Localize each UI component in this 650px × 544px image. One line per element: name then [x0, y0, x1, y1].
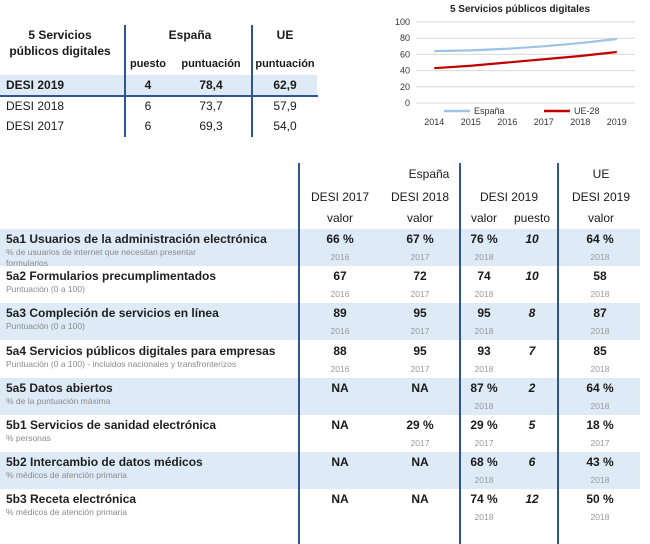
- desi2018-value: NA: [411, 455, 429, 469]
- table-row: [0, 489, 640, 526]
- summary-divider: [251, 25, 253, 137]
- eu-year: 2018: [590, 252, 610, 262]
- row-subtitle: % médicos de atención primaria: [6, 507, 127, 517]
- x-tick-label: 2015: [460, 117, 481, 127]
- eu-desi2019-value: 64 %: [586, 232, 614, 246]
- eu-year: 2018: [590, 364, 610, 374]
- summary-col-rank: puesto: [129, 58, 167, 70]
- series-line-spain: [434, 39, 617, 51]
- legend-label: España: [474, 106, 505, 116]
- row-subtitle: Puntuación (0 a 100): [6, 321, 85, 331]
- desi2017-year: 2016: [330, 289, 350, 299]
- table-row: [0, 415, 640, 452]
- desi2017-value: NA: [331, 492, 349, 506]
- summary-title-line1: 5 Servicios: [28, 28, 92, 42]
- desi2018-value: 29 %: [406, 418, 434, 432]
- desi2019-rank: 2: [528, 381, 536, 395]
- desi2018-value: 72: [413, 269, 427, 283]
- y-tick-label: 60: [399, 49, 410, 60]
- table-row: [0, 341, 640, 378]
- desi2018-year: 2017: [410, 289, 430, 299]
- desi2019-year: 2018: [474, 475, 494, 485]
- row-name: 5a3 Compleción de servicios en línea: [6, 306, 219, 320]
- summary-row-score: 69,3: [199, 119, 223, 133]
- row-subtitle: Puntuación (0 a 100): [6, 284, 85, 294]
- summary-row-score: 78,4: [199, 78, 223, 92]
- desi2019-year: 2018: [474, 326, 494, 336]
- summary-eu-header: UE: [276, 28, 294, 42]
- summary-row-rank: 4: [144, 78, 152, 92]
- table-row: [0, 266, 640, 303]
- summary-divider: [124, 25, 126, 137]
- col-desi2017: DESI 2017: [310, 190, 370, 204]
- desi2017-value: 88: [333, 344, 347, 358]
- spain-header: España: [408, 167, 450, 181]
- eu-desi2019-value: 43 %: [586, 455, 614, 469]
- col-eu-desi2019: DESI 2019: [571, 190, 631, 204]
- desi2019-value: 74 %: [470, 492, 498, 506]
- summary-row-eu: 54,0: [273, 119, 297, 133]
- eu-desi2019-value: 85: [593, 344, 607, 358]
- desi2018-year: 2017: [410, 252, 430, 262]
- row-name: 5a4 Servicios públicos digitales para empresas: [6, 344, 276, 358]
- desi2018-year: 2017: [410, 438, 430, 448]
- row-name: 5a2 Formularios precumplimentados: [6, 269, 217, 283]
- eu-desi2019-value: 18 %: [586, 418, 614, 432]
- legend-label: UE-28: [574, 106, 600, 116]
- desi2019-value: 87 %: [470, 381, 498, 395]
- desi2019-rank: 10: [525, 269, 539, 283]
- summary-row-score: 73,7: [199, 99, 223, 113]
- desi2019-rank: 5: [528, 418, 536, 432]
- line-chart: [380, 0, 650, 135]
- desi2019-year: 2018: [474, 364, 494, 374]
- x-tick-label: 2017: [533, 117, 554, 127]
- x-tick-label: 2019: [606, 117, 627, 127]
- y-tick-label: 40: [399, 65, 410, 76]
- row-name: 5a1 Usuarios de la administración electrónica: [6, 232, 267, 246]
- table-divider: [298, 163, 300, 544]
- desi2017-year: 2016: [330, 326, 350, 336]
- row-name: 5a5 Datos abiertos: [6, 381, 113, 395]
- row-name: 5b3 Receta electrónica: [6, 492, 137, 506]
- eu-year: 2018: [590, 475, 610, 485]
- eu-desi2019-value: 50 %: [586, 492, 614, 506]
- desi2019-rank: 7: [528, 344, 536, 358]
- eu-year: 2018: [590, 401, 610, 411]
- desi2017-value: 67: [333, 269, 347, 283]
- row-subtitle: % de usuarios de internet que necesitan presentar: [6, 247, 196, 257]
- desi2017-year: 2016: [330, 364, 350, 374]
- col-rank-label: puesto: [513, 211, 551, 225]
- summary-title-line2: públicos digitales: [9, 44, 111, 58]
- summary-row-eu: 62,9: [273, 78, 297, 92]
- summary-col-eu-score: puntuación: [255, 58, 315, 70]
- desi2017-value: NA: [331, 381, 349, 395]
- y-tick-label: 20: [399, 81, 410, 92]
- desi2018-year: 2017: [410, 326, 430, 336]
- col-desi2019: DESI 2019: [479, 190, 539, 204]
- y-tick-label: 100: [394, 17, 410, 27]
- summary-row-rank: 6: [144, 99, 152, 113]
- desi2017-value: NA: [331, 418, 349, 432]
- desi2019-rank: 12: [525, 492, 539, 506]
- summary-spain-header: España: [168, 28, 212, 42]
- summary-divider: [0, 95, 318, 97]
- y-tick-label: 0: [404, 98, 410, 108]
- desi2019-year: 2018: [474, 512, 494, 522]
- eu-desi2019-value: 64 %: [586, 381, 614, 395]
- row-subtitle: % personas: [6, 433, 51, 443]
- desi2019-year: 2018: [474, 252, 494, 262]
- eu-desi2019-value: 58: [593, 269, 607, 283]
- table-divider: [557, 163, 559, 544]
- desi2019-rank: 6: [528, 455, 536, 469]
- desi2018-value: 95: [413, 306, 427, 320]
- row-subtitle: % de la puntuación máxima: [6, 396, 111, 406]
- x-tick-label: 2016: [497, 117, 518, 127]
- desi2019-value: 95: [477, 306, 491, 320]
- desi2017-value: 66 %: [326, 232, 354, 246]
- col-value-label: valor: [587, 211, 614, 225]
- desi2019-value: 68 %: [470, 455, 498, 469]
- eu-year: 2017: [590, 438, 610, 448]
- col-value-label: valor: [326, 211, 353, 225]
- row-subtitle: % médicos de atención primaria: [6, 470, 127, 480]
- desi2018-year: 2017: [410, 364, 430, 374]
- desi2019-year: 2017: [474, 438, 494, 448]
- desi2019-value: 76 %: [470, 232, 498, 246]
- desi2019-year: 2018: [474, 289, 494, 299]
- summary-col-score: puntuación: [181, 58, 241, 70]
- table-row: [0, 229, 640, 266]
- desi2019-rank: 8: [528, 306, 536, 320]
- eu-year: 2018: [590, 326, 610, 336]
- row-name: 5b1 Servicios de sanidad electrónica: [6, 418, 217, 432]
- col-value-label: valor: [406, 211, 433, 225]
- x-tick-label: 2018: [570, 117, 591, 127]
- desi2019-value: 74: [477, 269, 491, 283]
- summary-row-eu: 57,9: [273, 99, 297, 113]
- desi2018-value: 67 %: [406, 232, 434, 246]
- desi2017-year: 2016: [330, 252, 350, 262]
- desi2019-value: 93: [477, 344, 491, 358]
- row-name: 5b2 Intercambio de datos médicos: [6, 455, 203, 469]
- eu-header: UE: [592, 167, 610, 181]
- row-subtitle: formularios: [6, 258, 49, 268]
- desi2019-rank: 10: [525, 232, 539, 246]
- summary-row-rank: 6: [144, 119, 152, 133]
- desi2019-value: 29 %: [470, 418, 498, 432]
- summary-row-label: DESI 2018: [6, 99, 65, 113]
- table-row: [0, 303, 640, 340]
- col-desi2018: DESI 2018: [390, 190, 450, 204]
- table-divider: [459, 163, 461, 544]
- desi2017-value: NA: [331, 455, 349, 469]
- desi2018-value: NA: [411, 492, 429, 506]
- desi2017-value: 89: [333, 306, 347, 320]
- desi2018-value: NA: [411, 381, 429, 395]
- table-row: [0, 452, 640, 489]
- summary-row-label: DESI 2019: [6, 78, 65, 92]
- desi2018-value: 95: [413, 344, 427, 358]
- col-value-label: valor: [470, 211, 497, 225]
- desi2019-year: 2018: [474, 401, 494, 411]
- y-tick-label: 80: [399, 33, 410, 44]
- summary-row-label: DESI 2017: [6, 119, 65, 133]
- chart-title: 5 Servicios públicos digitales: [449, 4, 591, 15]
- x-tick-label: 2014: [424, 117, 445, 127]
- eu-desi2019-value: 87: [593, 306, 607, 320]
- eu-year: 2018: [590, 289, 610, 299]
- table-row: [0, 378, 640, 415]
- eu-year: 2018: [590, 512, 610, 522]
- row-subtitle: Puntuación (0 a 100) - incluidos nacionales y transfronterizos: [6, 359, 237, 369]
